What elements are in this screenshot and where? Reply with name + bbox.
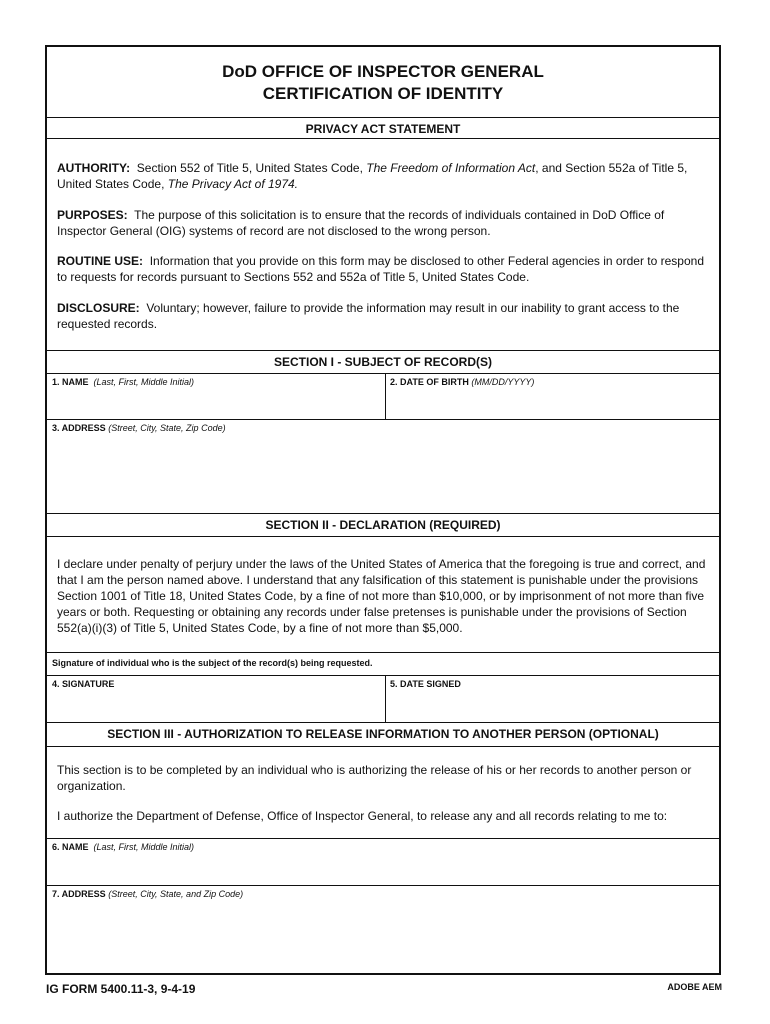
authority-label: AUTHORITY: [57,161,131,175]
divider [47,746,719,747]
signature-label: 4. SIGNATURE [52,679,115,689]
divider [47,419,719,420]
declaration-paragraph: I declare under penalty of perjury under the laws of the United States of America that the foregoing is true and correct, and that I am the person named above. I understand that any falsification of this statement is punishable under the provisions Section 1001 of Title 18, United States Code, by a fine of not more than $10,000, or by imprisonment of not more than five years or both. Requesting or obtaining any records under false pretenses is punishable under the provisions of Section 552(a)(i)(3) of Title 5, United States Code, by a fine of not more than $5,000. [57,557,706,635]
software-label: ADOBE AEM [667,982,722,992]
purposes-label: PURPOSES: [57,208,128,222]
certification-form [45,45,721,975]
authority-text-b: , and Section 552a of Title 5, United States Code, [57,161,688,191]
divider [47,675,719,676]
section3-heading: SECTION III - AUTHORIZATION TO RELEASE INFORMATION TO ANOTHER PERSON (OPTIONAL) [107,727,659,741]
divider [47,373,719,374]
section2-heading: SECTION II - DECLARATION (REQUIRED) [265,518,501,532]
divider [47,722,719,723]
divider [47,838,719,839]
section3-authorization: I authorize the Department of Defense, Office of Inspector General, to release any and all records relating to me to: [57,809,668,823]
routine-use-text: Information that you provide on this form may be disclosed to other Federal agencies in order to respond to requests for records pursuant to Sections 552 and 552a of Title 5, United States Code. [57,254,704,284]
form-id: IG FORM 5400.11-3, 9-4-19 [46,982,196,996]
authority-paragraph [57,160,707,192]
authority-text-a: Section 552 of Title 5, United States Code, [136,161,367,175]
divider [47,513,719,514]
form-title-line2: CERTIFICATION OF IDENTITY [262,84,504,103]
divider [47,117,719,118]
dob-field[interactable] [390,391,719,419]
purposes-paragraph [57,207,707,239]
recipient-address-label: 7. ADDRESS (Street, City, State, and Zip Code) [52,889,244,899]
address-field[interactable] [52,437,718,515]
name-label: 1. NAME (Last, First, Middle Initial) [52,377,195,387]
form-title-line1: DoD OFFICE OF INSPECTOR GENERAL [222,62,544,81]
routine-use-paragraph [57,253,707,285]
purposes-text: The purpose of this solicitation is to ensure that the records of individuals contained in DoD Office of Inspector General (OIG) systems of record are not disclosed to the wrong person. [57,208,665,238]
divider [47,138,719,139]
recipient-name-field[interactable] [52,856,718,884]
date-signed-label: 5. DATE SIGNED [390,679,461,689]
divider [47,350,719,351]
disclosure-label: DISCLOSURE: [57,301,140,315]
recipient-address-field[interactable] [52,903,718,973]
disclosure-text: Voluntary; however, failure to provide the information may result in our inability to grant access to the requested records. [57,301,680,331]
date-signed-field[interactable] [390,693,719,721]
divider [385,373,386,419]
address-label: 3. ADDRESS (Street, City, State, Zip Code) [52,423,226,433]
disclosure-paragraph [57,300,707,332]
divider [385,675,386,722]
authority-italic-a: The Freedom of Information Act [366,161,536,175]
divider [47,536,719,537]
recipient-name-label: 6. NAME (Last, First, Middle Initial) [52,842,195,852]
authority-italic-b: The Privacy Act of 1974. [167,177,299,191]
privacy-heading: PRIVACY ACT STATEMENT [305,122,461,136]
divider [47,885,719,886]
signature-note: Signature of individual who is the subject of the record(s) being requested. [52,658,373,668]
routine-use-label: ROUTINE USE: [57,254,144,268]
section1-heading: SECTION I - SUBJECT OF RECORD(S) [273,355,492,369]
divider [47,652,719,653]
section3-instructions: This section is to be completed by an individual who is authorizing the release of his or her records to another person or organization. [57,763,692,793]
dob-label: 2. DATE OF BIRTH (MM/DD/YYYY) [390,377,535,387]
signature-field[interactable] [52,693,386,721]
name-field[interactable] [52,391,386,419]
